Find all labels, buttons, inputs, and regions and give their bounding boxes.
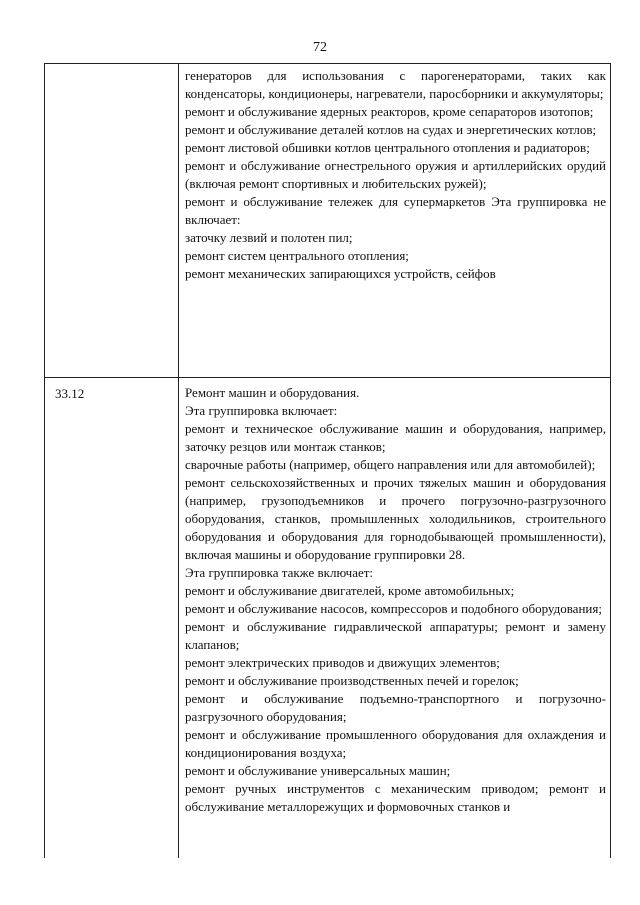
table-row: [45, 378, 611, 859]
description-line: ремонт и обслуживание подъемно-транспортного и погрузочно-разгрузочного оборудования;: [185, 691, 606, 724]
description-line: ремонт механических запирающихся устройств, сейфов: [185, 266, 496, 281]
description-line: ремонт и обслуживание производственных печей и горелок;: [185, 673, 519, 688]
description-line: ремонт и обслуживание гидравлической аппаратуры; ремонт и замену клапанов;: [185, 619, 606, 652]
classification-table: [44, 63, 611, 858]
page-number: 72: [313, 40, 327, 55]
description-line: ремонт и обслуживание универсальных машин;: [185, 763, 451, 778]
description-line: ремонт сельскохозяйственных и прочих тяжелых машин и оборудования (например, грузоподъемников и прочего погрузочно-разгрузочного оборудования, станков, промышленных холодильников, строительного оборудования и оборудования для горнодобывающей промышленности), включая машины и оборудование группировки 28.: [185, 475, 606, 562]
description-line: ремонт и обслуживание промышленного оборудования для охлаждения и кондиционирования воздуха;: [185, 727, 606, 760]
code-cell: [45, 64, 179, 378]
description-line: ремонт и обслуживание двигателей, кроме автомобильных;: [185, 583, 515, 598]
description-line: Эта группировка также включает:: [185, 565, 374, 580]
description-line: ремонт и обслуживание деталей котлов на судах и энергетических котлов;: [185, 122, 597, 137]
table-row: [45, 64, 611, 378]
description-line: ремонт и техническое обслуживание машин и оборудования, например, заточку резцов или монтаж станков;: [185, 421, 606, 454]
description-line: ремонт электрических приводов и движущих элементов;: [185, 655, 500, 670]
description-line: ремонт и обслуживание огнестрельного оружия и артиллерийских орудий (включая ремонт спортивных и любительских ружей);: [185, 158, 606, 191]
description-line: генераторов для использования с парогенераторами, таких как конденсаторы, кондиционеры, нагреватели, паросборники и аккумуляторы;: [185, 68, 606, 101]
description-cell: [179, 378, 611, 859]
description-cell: [179, 64, 611, 378]
description-line: ремонт и обслуживание насосов, компрессоров и подобного оборудования;: [185, 601, 602, 616]
description-line: ремонт и обслуживание тележек для супермаркетов Эта группировка не включает:: [185, 194, 606, 227]
description-line: Ремонт машин и оборудования.: [185, 385, 360, 400]
description-line: заточку лезвий и полотен пил;: [185, 230, 353, 245]
code-text: [45, 64, 178, 71]
description-line: ремонт и обслуживание ядерных реакторов, кроме сепараторов изотопов;: [185, 104, 594, 119]
description-line: ремонт ручных инструментов с механическим приводом; ремонт и обслуживание металлорежущих и формовочных станков и: [185, 781, 606, 814]
description-line: ремонт листовой обшивки котлов центрального отопления и радиаторов;: [185, 140, 590, 155]
code-text: 33.12: [55, 386, 85, 401]
code-cell: [45, 378, 179, 859]
description-line: Эта группировка включает:: [185, 403, 338, 418]
description-line: сварочные работы (например, общего направления или для автомобилей);: [185, 457, 596, 472]
description-line: ремонт систем центрального отопления;: [185, 248, 409, 263]
